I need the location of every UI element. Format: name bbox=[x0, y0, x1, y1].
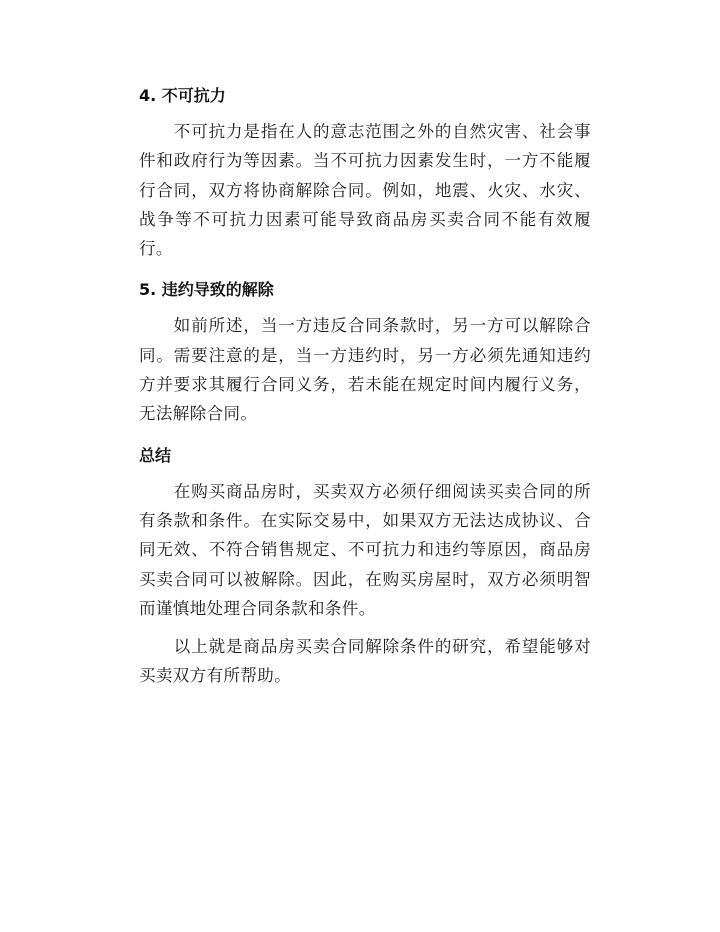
paragraph-summary: 在购买商品房时，买卖双方必须仔细阅读买卖合同的所有条款和条件。在实际交易中，如果双方无法达成协议、合同无效、不符合销售规定、不可抗力和违约等原因，商品房买卖合同可以被解除。因此，在购买房屋时，双方必须明智而谨慎地处理合同条款和条件。 bbox=[139, 481, 591, 618]
section-heading-summary: 总结 bbox=[139, 445, 172, 465]
paragraph-breach-termination: 如前所述，当一方违反合同条款时，另一方可以解除合同。需要注意的是，当一方违约时，另一方必须先通知违约方并要求其履行合同义务，若未能在规定时间内履行义务，无法解除合同。 bbox=[139, 316, 591, 424]
paragraph-force-majeure: 不可抗力是指在人的意志范围之外的自然灾害、社会事件和政府行为等因素。当不可抗力因素发生时，一方不能履行合同，双方将协商解除合同。例如，地震、火灾、水灾、战争等不可抗力因素可能导致商品房买卖合同不能有效履行。 bbox=[139, 122, 591, 259]
document-body bbox=[139, 82, 591, 691]
paragraph-closing: 以上就是商品房买卖合同解除条件的研究，希望能够对买卖双方有所帮助。 bbox=[139, 637, 591, 686]
section-heading-force-majeure: 4. 不可抗力 bbox=[139, 86, 226, 105]
section-heading-breach-termination: 5. 违约导致的解除 bbox=[139, 280, 274, 300]
